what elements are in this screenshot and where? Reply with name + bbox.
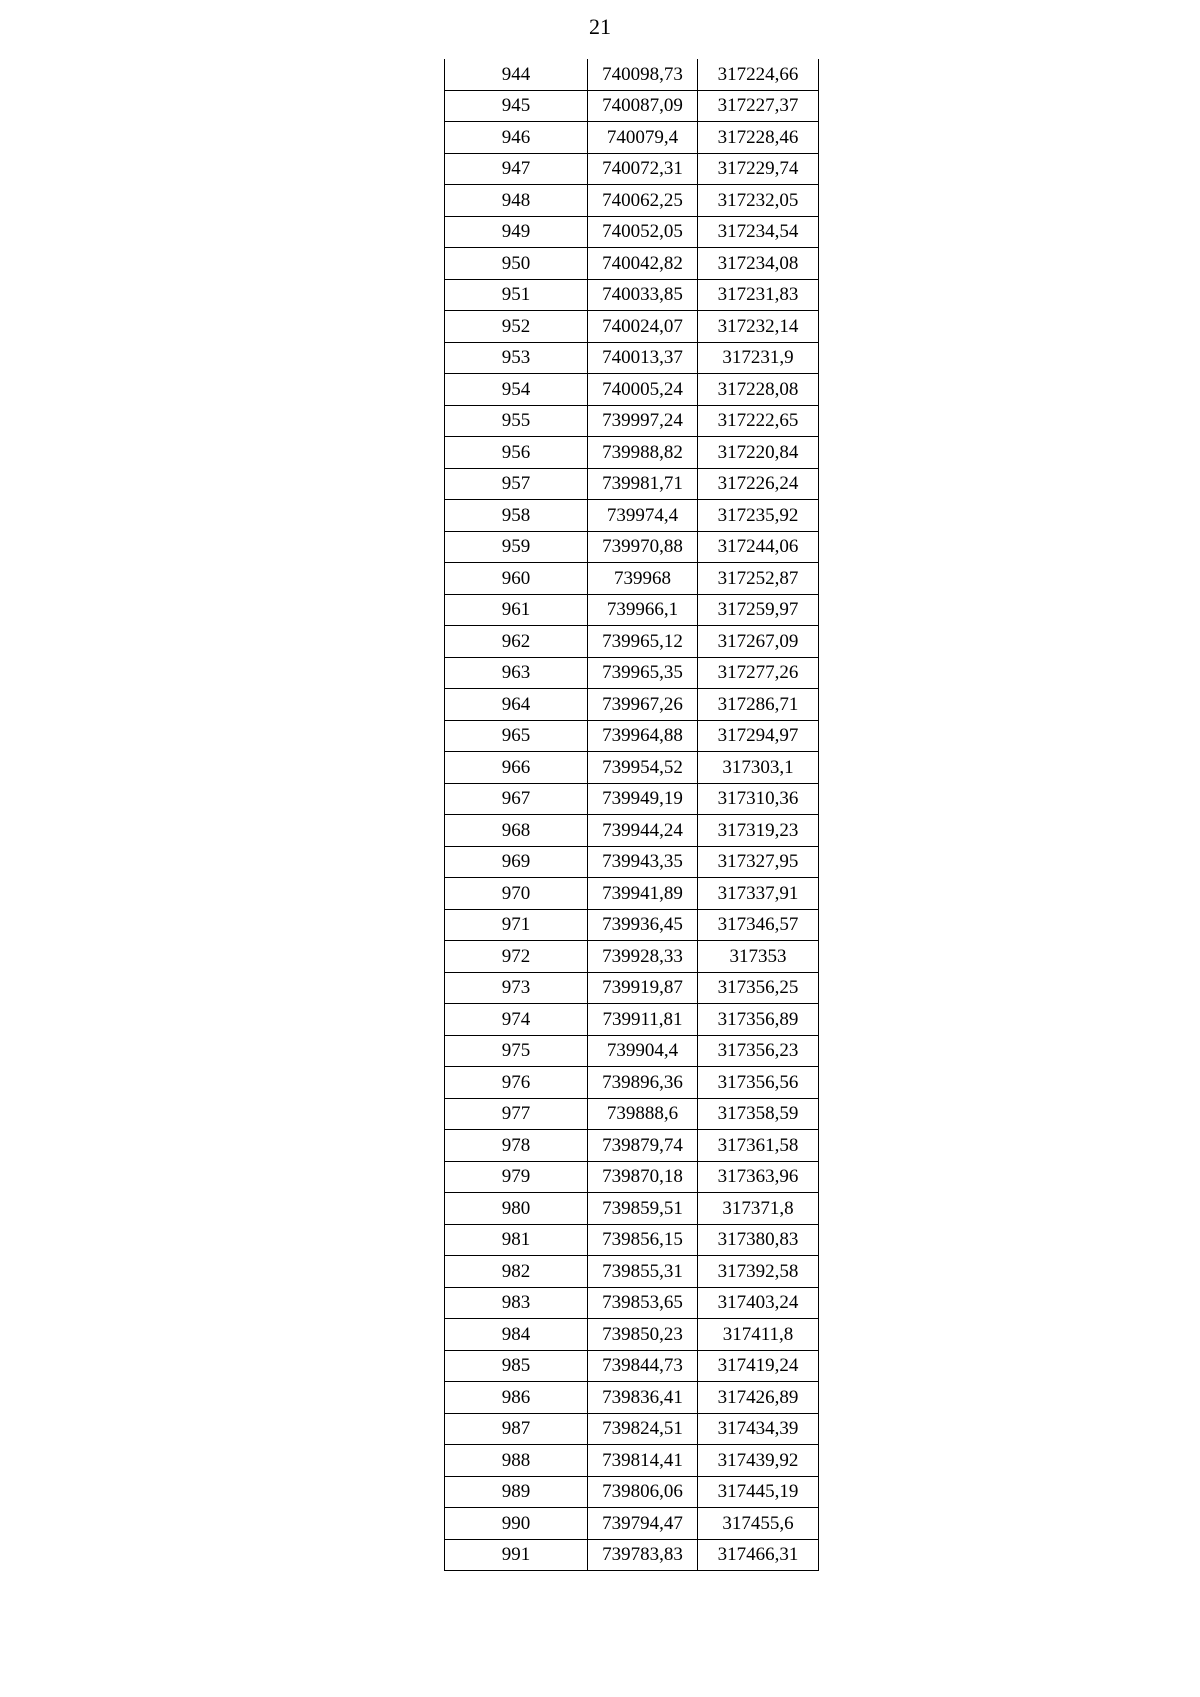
y-coordinate-cell: 317356,25 <box>698 972 819 1004</box>
x-coordinate-cell: 739965,35 <box>588 657 698 689</box>
y-coordinate-cell: 317227,37 <box>698 90 819 122</box>
x-coordinate-cell: 739965,12 <box>588 626 698 658</box>
table-row <box>445 468 819 500</box>
table-row <box>445 689 819 721</box>
point-number-cell: 951 <box>445 279 588 311</box>
table-row <box>445 1161 819 1193</box>
x-coordinate-cell: 740042,82 <box>588 248 698 280</box>
point-number-cell: 957 <box>445 468 588 500</box>
x-coordinate-cell: 740062,25 <box>588 185 698 217</box>
point-number-cell: 982 <box>445 1256 588 1288</box>
coordinates-table-body <box>445 59 819 1571</box>
y-coordinate-cell: 317434,39 <box>698 1413 819 1445</box>
x-coordinate-cell: 739944,24 <box>588 815 698 847</box>
point-number-cell: 973 <box>445 972 588 1004</box>
table-row <box>445 153 819 185</box>
table-row <box>445 815 819 847</box>
table-row <box>445 342 819 374</box>
table-row <box>445 1067 819 1099</box>
point-number-cell: 968 <box>445 815 588 847</box>
point-number-cell: 969 <box>445 846 588 878</box>
point-number-cell: 966 <box>445 752 588 784</box>
y-coordinate-cell: 317222,65 <box>698 405 819 437</box>
y-coordinate-cell: 317353 <box>698 941 819 973</box>
x-coordinate-cell: 739859,51 <box>588 1193 698 1225</box>
y-coordinate-cell: 317267,09 <box>698 626 819 658</box>
table-row <box>445 1413 819 1445</box>
x-coordinate-cell: 739794,47 <box>588 1508 698 1540</box>
point-number-cell: 980 <box>445 1193 588 1225</box>
point-number-cell: 954 <box>445 374 588 406</box>
point-number-cell: 971 <box>445 909 588 941</box>
point-number-cell: 970 <box>445 878 588 910</box>
point-number-cell: 962 <box>445 626 588 658</box>
table-row <box>445 720 819 752</box>
table-row <box>445 846 819 878</box>
y-coordinate-cell: 317252,87 <box>698 563 819 595</box>
y-coordinate-cell: 317356,56 <box>698 1067 819 1099</box>
table-row <box>445 1539 819 1571</box>
y-coordinate-cell: 317358,59 <box>698 1098 819 1130</box>
table-row <box>445 279 819 311</box>
point-number-cell: 974 <box>445 1004 588 1036</box>
y-coordinate-cell: 317231,9 <box>698 342 819 374</box>
table-row <box>445 311 819 343</box>
table-row <box>445 752 819 784</box>
table-row <box>445 122 819 154</box>
table-row <box>445 1287 819 1319</box>
table-row <box>445 248 819 280</box>
table-row <box>445 405 819 437</box>
x-coordinate-cell: 739888,6 <box>588 1098 698 1130</box>
x-coordinate-cell: 739850,23 <box>588 1319 698 1351</box>
coordinates-table <box>444 59 819 1571</box>
x-coordinate-cell: 739806,06 <box>588 1476 698 1508</box>
x-coordinate-cell: 740072,31 <box>588 153 698 185</box>
table-row <box>445 1382 819 1414</box>
y-coordinate-cell: 317426,89 <box>698 1382 819 1414</box>
x-coordinate-cell: 739970,88 <box>588 531 698 563</box>
table-row <box>445 563 819 595</box>
y-coordinate-cell: 317310,36 <box>698 783 819 815</box>
y-coordinate-cell: 317231,83 <box>698 279 819 311</box>
y-coordinate-cell: 317259,97 <box>698 594 819 626</box>
table-row <box>445 531 819 563</box>
point-number-cell: 949 <box>445 216 588 248</box>
page-number: 21 <box>589 14 611 39</box>
point-number-cell: 989 <box>445 1476 588 1508</box>
point-number-cell: 975 <box>445 1035 588 1067</box>
x-coordinate-cell: 739966,1 <box>588 594 698 626</box>
x-coordinate-cell: 740024,07 <box>588 311 698 343</box>
table-row <box>445 1193 819 1225</box>
x-coordinate-cell: 739824,51 <box>588 1413 698 1445</box>
point-number-cell: 991 <box>445 1539 588 1571</box>
y-coordinate-cell: 317294,97 <box>698 720 819 752</box>
y-coordinate-cell: 317226,24 <box>698 468 819 500</box>
x-coordinate-cell: 739896,36 <box>588 1067 698 1099</box>
table-row <box>445 594 819 626</box>
x-coordinate-cell: 739968 <box>588 563 698 595</box>
x-coordinate-cell: 739943,35 <box>588 846 698 878</box>
point-number-cell: 948 <box>445 185 588 217</box>
x-coordinate-cell: 740098,73 <box>588 59 698 90</box>
table-row <box>445 626 819 658</box>
y-coordinate-cell: 317229,74 <box>698 153 819 185</box>
x-coordinate-cell: 739879,74 <box>588 1130 698 1162</box>
x-coordinate-cell: 739814,41 <box>588 1445 698 1477</box>
point-number-cell: 955 <box>445 405 588 437</box>
table-row <box>445 374 819 406</box>
table-row <box>445 1350 819 1382</box>
x-coordinate-cell: 739981,71 <box>588 468 698 500</box>
point-number-cell: 958 <box>445 500 588 532</box>
y-coordinate-cell: 317356,89 <box>698 1004 819 1036</box>
point-number-cell: 945 <box>445 90 588 122</box>
x-coordinate-cell: 740005,24 <box>588 374 698 406</box>
table-row <box>445 1224 819 1256</box>
y-coordinate-cell: 317363,96 <box>698 1161 819 1193</box>
table-row <box>445 878 819 910</box>
y-coordinate-cell: 317286,71 <box>698 689 819 721</box>
table-row <box>445 941 819 973</box>
y-coordinate-cell: 317319,23 <box>698 815 819 847</box>
x-coordinate-cell: 739941,89 <box>588 878 698 910</box>
point-number-cell: 978 <box>445 1130 588 1162</box>
x-coordinate-cell: 740087,09 <box>588 90 698 122</box>
table-row <box>445 1256 819 1288</box>
x-coordinate-cell: 740079,4 <box>588 122 698 154</box>
y-coordinate-cell: 317466,31 <box>698 1539 819 1571</box>
point-number-cell: 944 <box>445 59 588 90</box>
table-row <box>445 1476 819 1508</box>
point-number-cell: 956 <box>445 437 588 469</box>
point-number-cell: 984 <box>445 1319 588 1351</box>
y-coordinate-cell: 317380,83 <box>698 1224 819 1256</box>
point-number-cell: 983 <box>445 1287 588 1319</box>
x-coordinate-cell: 739964,88 <box>588 720 698 752</box>
x-coordinate-cell: 739853,65 <box>588 1287 698 1319</box>
point-number-cell: 963 <box>445 657 588 689</box>
table-row <box>445 1004 819 1036</box>
table-row <box>445 972 819 1004</box>
y-coordinate-cell: 317235,92 <box>698 500 819 532</box>
point-number-cell: 990 <box>445 1508 588 1540</box>
y-coordinate-cell: 317224,66 <box>698 59 819 90</box>
point-number-cell: 960 <box>445 563 588 595</box>
point-number-cell: 959 <box>445 531 588 563</box>
table-row <box>445 185 819 217</box>
x-coordinate-cell: 739856,15 <box>588 1224 698 1256</box>
point-number-cell: 946 <box>445 122 588 154</box>
point-number-cell: 947 <box>445 153 588 185</box>
y-coordinate-cell: 317371,8 <box>698 1193 819 1225</box>
point-number-cell: 961 <box>445 594 588 626</box>
x-coordinate-cell: 739855,31 <box>588 1256 698 1288</box>
table-row <box>445 90 819 122</box>
y-coordinate-cell: 317303,1 <box>698 752 819 784</box>
point-number-cell: 988 <box>445 1445 588 1477</box>
point-number-cell: 972 <box>445 941 588 973</box>
x-coordinate-cell: 739783,83 <box>588 1539 698 1571</box>
y-coordinate-cell: 317244,06 <box>698 531 819 563</box>
table-row <box>445 1445 819 1477</box>
y-coordinate-cell: 317455,6 <box>698 1508 819 1540</box>
point-number-cell: 987 <box>445 1413 588 1445</box>
point-number-cell: 981 <box>445 1224 588 1256</box>
x-coordinate-cell: 740033,85 <box>588 279 698 311</box>
x-coordinate-cell: 739954,52 <box>588 752 698 784</box>
x-coordinate-cell: 739870,18 <box>588 1161 698 1193</box>
table-row <box>445 1035 819 1067</box>
x-coordinate-cell: 739997,24 <box>588 405 698 437</box>
point-number-cell: 967 <box>445 783 588 815</box>
table-row <box>445 1508 819 1540</box>
y-coordinate-cell: 317361,58 <box>698 1130 819 1162</box>
y-coordinate-cell: 317346,57 <box>698 909 819 941</box>
x-coordinate-cell: 739844,73 <box>588 1350 698 1382</box>
y-coordinate-cell: 317337,91 <box>698 878 819 910</box>
x-coordinate-cell: 739836,41 <box>588 1382 698 1414</box>
point-number-cell: 952 <box>445 311 588 343</box>
table-row <box>445 657 819 689</box>
x-coordinate-cell: 739928,33 <box>588 941 698 973</box>
x-coordinate-cell: 739974,4 <box>588 500 698 532</box>
point-number-cell: 953 <box>445 342 588 374</box>
x-coordinate-cell: 740013,37 <box>588 342 698 374</box>
y-coordinate-cell: 317220,84 <box>698 437 819 469</box>
y-coordinate-cell: 317234,08 <box>698 248 819 280</box>
y-coordinate-cell: 317232,14 <box>698 311 819 343</box>
table-row <box>445 909 819 941</box>
y-coordinate-cell: 317419,24 <box>698 1350 819 1382</box>
y-coordinate-cell: 317439,92 <box>698 1445 819 1477</box>
x-coordinate-cell: 739904,4 <box>588 1035 698 1067</box>
y-coordinate-cell: 317445,19 <box>698 1476 819 1508</box>
y-coordinate-cell: 317327,95 <box>698 846 819 878</box>
table-row <box>445 500 819 532</box>
y-coordinate-cell: 317403,24 <box>698 1287 819 1319</box>
y-coordinate-cell: 317232,05 <box>698 185 819 217</box>
table-row <box>445 437 819 469</box>
x-coordinate-cell: 739936,45 <box>588 909 698 941</box>
x-coordinate-cell: 739967,26 <box>588 689 698 721</box>
point-number-cell: 964 <box>445 689 588 721</box>
point-number-cell: 950 <box>445 248 588 280</box>
point-number-cell: 985 <box>445 1350 588 1382</box>
x-coordinate-cell: 739988,82 <box>588 437 698 469</box>
table-row <box>445 1319 819 1351</box>
x-coordinate-cell: 739949,19 <box>588 783 698 815</box>
point-number-cell: 986 <box>445 1382 588 1414</box>
table-row <box>445 216 819 248</box>
y-coordinate-cell: 317277,26 <box>698 657 819 689</box>
table-row <box>445 59 819 90</box>
y-coordinate-cell: 317234,54 <box>698 216 819 248</box>
x-coordinate-cell: 739919,87 <box>588 972 698 1004</box>
table-row <box>445 1130 819 1162</box>
point-number-cell: 979 <box>445 1161 588 1193</box>
y-coordinate-cell: 317411,8 <box>698 1319 819 1351</box>
y-coordinate-cell: 317228,46 <box>698 122 819 154</box>
point-number-cell: 976 <box>445 1067 588 1099</box>
x-coordinate-cell: 739911,81 <box>588 1004 698 1036</box>
table-row <box>445 783 819 815</box>
y-coordinate-cell: 317392,58 <box>698 1256 819 1288</box>
table-row <box>445 1098 819 1130</box>
y-coordinate-cell: 317356,23 <box>698 1035 819 1067</box>
y-coordinate-cell: 317228,08 <box>698 374 819 406</box>
x-coordinate-cell: 740052,05 <box>588 216 698 248</box>
point-number-cell: 965 <box>445 720 588 752</box>
point-number-cell: 977 <box>445 1098 588 1130</box>
